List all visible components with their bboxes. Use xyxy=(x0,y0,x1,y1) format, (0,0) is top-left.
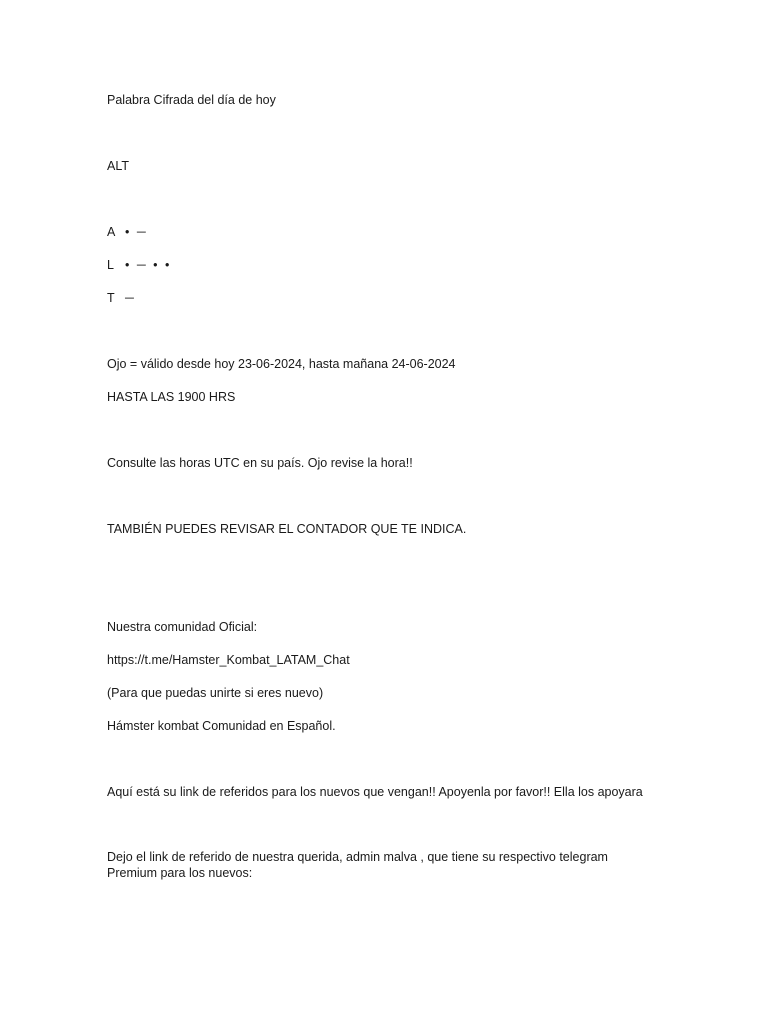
morse-row-a xyxy=(107,224,148,240)
morse-code: ─ xyxy=(125,291,136,305)
morse-code: • ─ • • xyxy=(125,258,172,272)
cipher-word: ALT xyxy=(107,159,129,173)
page-title: Palabra Cifrada del día de hoy xyxy=(107,93,276,107)
morse-letter: A xyxy=(107,225,116,239)
community-name: Hámster kombat Comunidad en Español. xyxy=(107,719,336,733)
utc-note: Consulte las horas UTC en su país. Ojo revise la hora!! xyxy=(107,456,413,470)
morse-row-l xyxy=(107,257,171,273)
morse-code: • ─ xyxy=(125,225,148,239)
morse-row-t xyxy=(107,290,136,306)
counter-note: TAMBIÉN PUEDES REVISAR EL CONTADOR QUE TE INDICA. xyxy=(107,522,467,536)
community-heading: Nuestra comunidad Oficial: xyxy=(107,620,258,634)
referral-note: Aquí está su link de referidos para los nuevos que vengan!! Apoyenla por favor!! Ella los apoyara xyxy=(107,785,643,799)
morse-letter: T xyxy=(107,291,115,305)
morse-letter: L xyxy=(107,258,114,272)
validity-note: Ojo = válido desde hoy 23-06-2024, hasta mañana 24-06-2024 xyxy=(107,357,456,371)
community-link[interactable]: https://t.me/Hamster_Kombat_LATAM_Chat xyxy=(107,653,350,667)
until-note: HASTA LAS 1900 HRS xyxy=(107,390,236,404)
admin-note: Dejo el link de referido de nuestra querida, admin malva , que tiene su respectivo telegram Premium para los nuevos: xyxy=(107,850,608,880)
join-note: (Para que puedas unirte si eres nuevo) xyxy=(107,686,324,700)
